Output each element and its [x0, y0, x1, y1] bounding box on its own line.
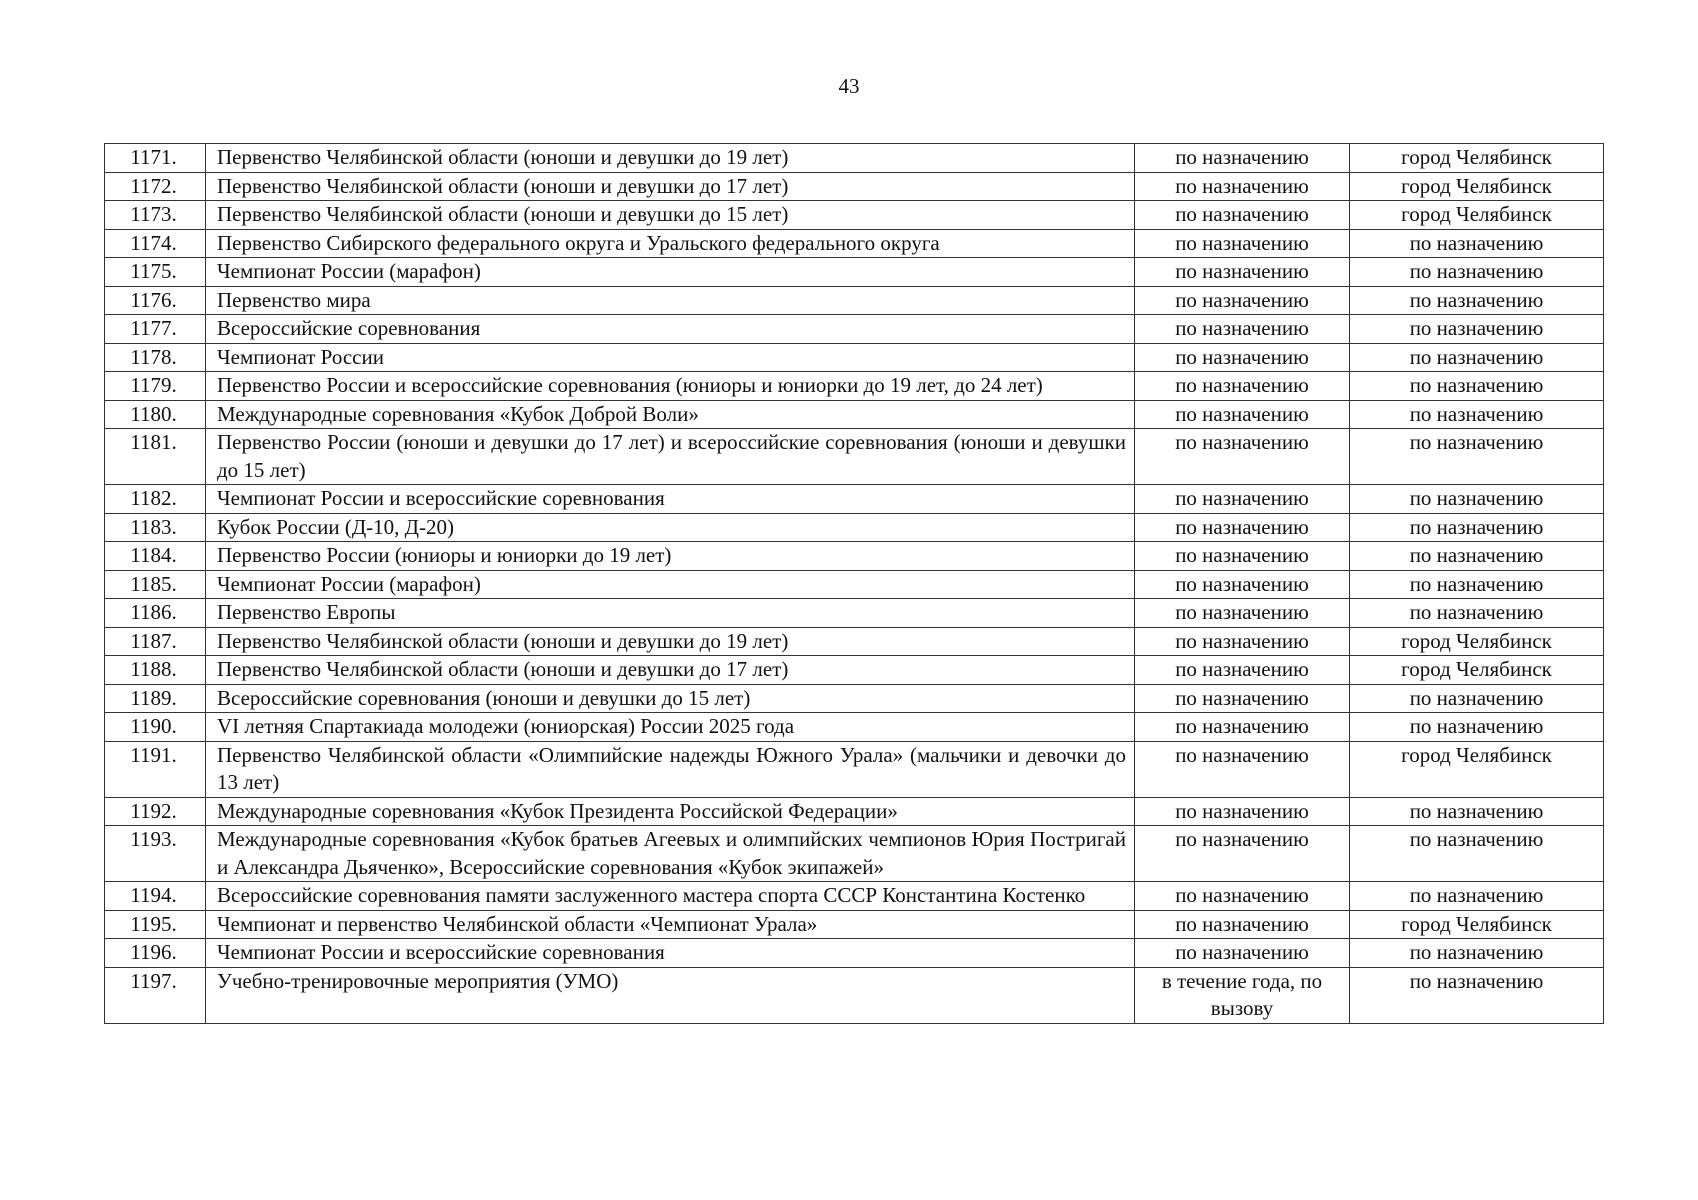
event-name: VI летняя Спартакиада молодежи (юниорская) России 2025 года: [206, 713, 1135, 742]
row-number: 1197.: [105, 967, 206, 1023]
event-place: по назначению: [1350, 826, 1604, 882]
event-date: по назначению: [1135, 826, 1350, 882]
event-date: по назначению: [1135, 797, 1350, 826]
row-number: 1193.: [105, 826, 206, 882]
event-date: по назначению: [1135, 599, 1350, 628]
row-number: 1171.: [105, 144, 206, 173]
row-number: 1186.: [105, 599, 206, 628]
event-name: Чемпионат России (марафон): [206, 570, 1135, 599]
table-row: [105, 627, 1604, 656]
event-date: по назначению: [1135, 513, 1350, 542]
events-table: [104, 143, 1604, 1024]
table-row: [105, 315, 1604, 344]
event-date: по назначению: [1135, 400, 1350, 429]
table-row: [105, 939, 1604, 968]
event-name: Первенство России (юниоры и юниорки до 19 лет): [206, 542, 1135, 571]
row-number: 1184.: [105, 542, 206, 571]
event-date: по назначению: [1135, 229, 1350, 258]
row-number: 1188.: [105, 656, 206, 685]
row-number: 1182.: [105, 485, 206, 514]
event-name: Первенство мира: [206, 286, 1135, 315]
event-name: Учебно-тренировочные мероприятия (УМО): [206, 967, 1135, 1023]
event-place: по назначению: [1350, 400, 1604, 429]
event-date: по назначению: [1135, 741, 1350, 797]
table-row: [105, 542, 1604, 571]
row-number: 1175.: [105, 258, 206, 287]
event-name: Первенство Челябинской области «Олимпийские надежды Южного Урала» (мальчики и девочки до 13 лет): [206, 741, 1135, 797]
event-date: по назначению: [1135, 343, 1350, 372]
event-place: город Челябинск: [1350, 172, 1604, 201]
table-row: [105, 229, 1604, 258]
table-row: [105, 513, 1604, 542]
event-name: Первенство Челябинской области (юноши и девушки до 19 лет): [206, 627, 1135, 656]
event-place: по назначению: [1350, 882, 1604, 911]
row-number: 1189.: [105, 684, 206, 713]
event-date: по назначению: [1135, 286, 1350, 315]
event-place: по назначению: [1350, 513, 1604, 542]
event-name: Кубок России (Д-10, Д-20): [206, 513, 1135, 542]
table-row: [105, 201, 1604, 230]
table-row: [105, 286, 1604, 315]
table-row: [105, 429, 1604, 485]
event-name: Международные соревнования «Кубок Президента Российской Федерации»: [206, 797, 1135, 826]
event-name: Чемпионат России: [206, 343, 1135, 372]
table-row: [105, 258, 1604, 287]
row-number: 1195.: [105, 910, 206, 939]
row-number: 1192.: [105, 797, 206, 826]
table-row: [105, 656, 1604, 685]
row-number: 1185.: [105, 570, 206, 599]
table-row: [105, 882, 1604, 911]
row-number: 1190.: [105, 713, 206, 742]
event-place: город Челябинск: [1350, 741, 1604, 797]
event-date: по назначению: [1135, 172, 1350, 201]
event-place: по назначению: [1350, 570, 1604, 599]
event-place: по назначению: [1350, 542, 1604, 571]
row-number: 1191.: [105, 741, 206, 797]
event-place: по назначению: [1350, 713, 1604, 742]
table-row: [105, 826, 1604, 882]
row-number: 1181.: [105, 429, 206, 485]
table-row: [105, 713, 1604, 742]
event-place: по назначению: [1350, 939, 1604, 968]
event-name: Первенство России (юноши и девушки до 17 лет) и всероссийские соревнования (юноши и девушки до 15 лет): [206, 429, 1135, 485]
event-place: по назначению: [1350, 429, 1604, 485]
table-row: [105, 967, 1604, 1023]
event-name: Международные соревнования «Кубок братьев Агеевых и олимпийских чемпионов Юрия Постригай и Александра Дьяченко», Всероссийские соревнования «Кубок экипажей»: [206, 826, 1135, 882]
table-row: [105, 797, 1604, 826]
event-date: по назначению: [1135, 315, 1350, 344]
event-date: по назначению: [1135, 910, 1350, 939]
event-place: город Челябинск: [1350, 656, 1604, 685]
row-number: 1194.: [105, 882, 206, 911]
event-name: Всероссийские соревнования (юноши и девушки до 15 лет): [206, 684, 1135, 713]
event-date: по назначению: [1135, 627, 1350, 656]
row-number: 1179.: [105, 372, 206, 401]
row-number: 1178.: [105, 343, 206, 372]
event-name: Чемпионат России и всероссийские соревнования: [206, 939, 1135, 968]
event-date: в течение года, по вызову: [1135, 967, 1350, 1023]
event-place: по назначению: [1350, 372, 1604, 401]
event-name: Первенство Сибирского федерального округа и Уральского федерального округа: [206, 229, 1135, 258]
event-name: Чемпионат и первенство Челябинской области «Чемпионат Урала»: [206, 910, 1135, 939]
event-date: по назначению: [1135, 372, 1350, 401]
event-date: по назначению: [1135, 485, 1350, 514]
table-row: [105, 144, 1604, 173]
event-date: по назначению: [1135, 882, 1350, 911]
row-number: 1196.: [105, 939, 206, 968]
table-row: [105, 741, 1604, 797]
event-place: город Челябинск: [1350, 627, 1604, 656]
event-date: по назначению: [1135, 201, 1350, 230]
row-number: 1174.: [105, 229, 206, 258]
table-row: [105, 172, 1604, 201]
event-date: по назначению: [1135, 684, 1350, 713]
event-place: город Челябинск: [1350, 144, 1604, 173]
event-name: Чемпионат России и всероссийские соревнования: [206, 485, 1135, 514]
event-name: Чемпионат России (марафон): [206, 258, 1135, 287]
event-place: по назначению: [1350, 229, 1604, 258]
event-date: по назначению: [1135, 429, 1350, 485]
row-number: 1172.: [105, 172, 206, 201]
event-name: Всероссийские соревнования: [206, 315, 1135, 344]
event-name: Первенство России и всероссийские соревнования (юниоры и юниорки до 19 лет, до 24 лет): [206, 372, 1135, 401]
event-place: по назначению: [1350, 258, 1604, 287]
table-row: [105, 400, 1604, 429]
row-number: 1183.: [105, 513, 206, 542]
table-row: [105, 910, 1604, 939]
table-row: [105, 599, 1604, 628]
event-place: по назначению: [1350, 599, 1604, 628]
event-name: Всероссийские соревнования памяти заслуженного мастера спорта СССР Константина Костенко: [206, 882, 1135, 911]
events-table-body: [105, 144, 1604, 1024]
event-name: Первенство Челябинской области (юноши и девушки до 19 лет): [206, 144, 1135, 173]
table-row: [105, 485, 1604, 514]
row-number: 1176.: [105, 286, 206, 315]
event-place: по назначению: [1350, 797, 1604, 826]
event-place: по назначению: [1350, 315, 1604, 344]
event-date: по назначению: [1135, 656, 1350, 685]
event-place: по назначению: [1350, 967, 1604, 1023]
table-row: [105, 684, 1604, 713]
event-place: по назначению: [1350, 343, 1604, 372]
event-date: по назначению: [1135, 570, 1350, 599]
event-name: Международные соревнования «Кубок Доброй Воли»: [206, 400, 1135, 429]
event-date: по назначению: [1135, 713, 1350, 742]
event-name: Первенство Челябинской области (юноши и девушки до 17 лет): [206, 656, 1135, 685]
table-row: [105, 372, 1604, 401]
row-number: 1177.: [105, 315, 206, 344]
table-row: [105, 343, 1604, 372]
event-name: Первенство Европы: [206, 599, 1135, 628]
event-date: по назначению: [1135, 939, 1350, 968]
event-name: Первенство Челябинской области (юноши и девушки до 15 лет): [206, 201, 1135, 230]
event-place: по назначению: [1350, 684, 1604, 713]
event-date: по назначению: [1135, 258, 1350, 287]
row-number: 1180.: [105, 400, 206, 429]
event-place: по назначению: [1350, 286, 1604, 315]
event-place: город Челябинск: [1350, 910, 1604, 939]
event-name: Первенство Челябинской области (юноши и девушки до 17 лет): [206, 172, 1135, 201]
row-number: 1173.: [105, 201, 206, 230]
event-date: по назначению: [1135, 144, 1350, 173]
row-number: 1187.: [105, 627, 206, 656]
event-date: по назначению: [1135, 542, 1350, 571]
event-place: по назначению: [1350, 485, 1604, 514]
event-place: город Челябинск: [1350, 201, 1604, 230]
page-number: 43: [838, 74, 860, 98]
table-row: [105, 570, 1604, 599]
